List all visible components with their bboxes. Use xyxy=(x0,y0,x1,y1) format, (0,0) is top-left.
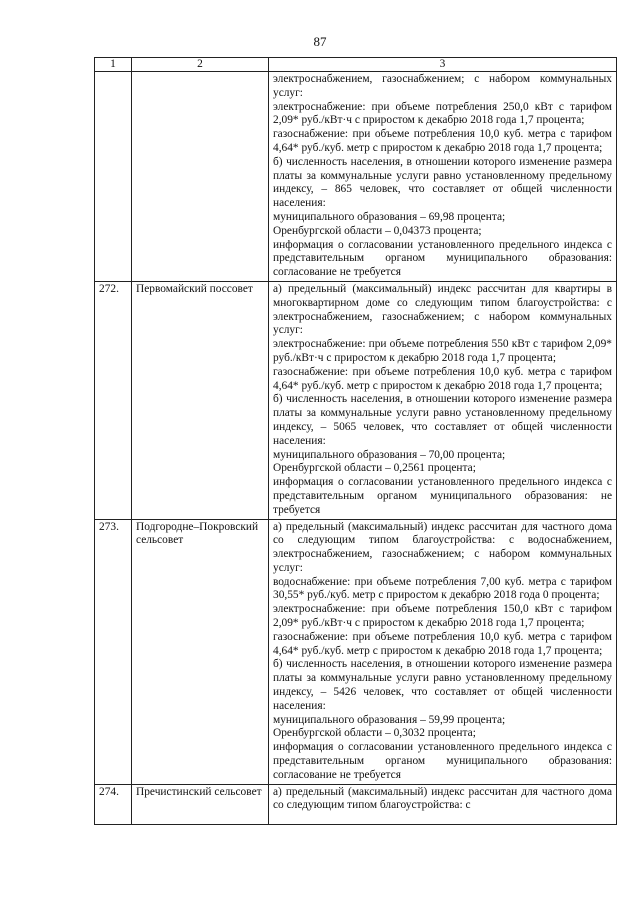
row-number: 272. xyxy=(95,281,132,519)
row-number: 273. xyxy=(95,519,132,784)
description-paragraph: муниципального образования – 69,98 процента; xyxy=(273,210,506,223)
table-row xyxy=(95,784,617,824)
table-row xyxy=(95,72,617,282)
description-paragraph: б) численность населения, в отношении которого изменение размера платы за коммунальные услуги равно установленному предельному индексу, – 865 человек, что составляет от общей численности населения: xyxy=(273,155,612,210)
index-description xyxy=(269,784,617,824)
description-paragraph: информация о согласовании установленного предельного индекса с представительным органом муниципального образования: не требуется xyxy=(273,476,612,516)
description-paragraph: информация о согласовании установленного предельного индекса с представительным органом муниципального образования: согласование не требуется xyxy=(273,238,612,279)
municipality-name: Пречистинский сельсовет xyxy=(132,784,269,824)
row-number xyxy=(95,72,132,282)
column-header: 1 xyxy=(95,58,132,72)
table-row xyxy=(95,519,617,784)
description-paragraph: муниципального образования – 59,99 процента; xyxy=(273,713,506,726)
description-clip xyxy=(273,786,612,814)
description-paragraph: муниципального образования – 70,00 процента; xyxy=(273,448,506,461)
description-paragraph: электроснабжение: при объеме потребления 250,0 кВт с тарифом 2,09* руб./кВт·ч с приростом к декабрю 2018 года 1,7 процента; xyxy=(273,100,612,127)
description-paragraph: электроснабжением, газоснабжением; с набором коммунальных услуг: xyxy=(273,73,612,99)
description-paragraph: водоснабжение: при объеме потребления 7,00 куб. метра с тарифом 30,55* руб./куб. метр с приростом к декабрю 2018 года 0 процента; xyxy=(273,575,612,602)
table-row xyxy=(95,281,617,519)
page-number: 87 xyxy=(313,34,327,49)
description-paragraph: а) предельный (максимальный) индекс рассчитан для квартиры в многоквартирном доме со следующим типом благоустройства: с электроснабжением, газоснабжением; с набором коммунальных услуг: xyxy=(273,282,612,337)
description-paragraph: газоснабжение: при объеме потребления 10,0 куб. метра с тарифом 4,64* руб./куб. метр с приростом к декабрю 2018 года 1,7 процента; xyxy=(273,630,612,657)
column-header: 2 xyxy=(132,58,269,72)
indices-table xyxy=(94,57,617,825)
description-paragraph: а) предельный (максимальный) индекс рассчитан для частного дома со следующим типом благоустройства: с xyxy=(273,785,612,812)
index-description xyxy=(269,72,617,282)
description-paragraph: а) предельный (максимальный) индекс рассчитан для частного дома со следующим типом благоустройства: с водоснабжением, электроснабжением, газоснабжением; с набором коммунальных услуг: xyxy=(273,520,612,574)
description-paragraph: б) численность населения, в отношении которого изменение размера платы за коммунальные услуги равно установленному предельному индексу, – 5426 человек, что составляет от общей численности населения: xyxy=(273,658,612,712)
description-paragraph: электроснабжение: при объеме потребления 150,0 кВт с тарифом 2,09* руб./кВт·ч с приростом к декабрю 2018 года 1,7 процента; xyxy=(273,603,612,630)
municipality-name: Первомайский поссовет xyxy=(132,281,269,519)
row-number: 274. xyxy=(95,784,132,824)
index-description xyxy=(269,519,617,784)
description-paragraph: информация о согласовании установленного предельного индекса с представительным органом муниципального образования: согласование не требуется xyxy=(273,741,612,781)
index-description xyxy=(269,281,617,519)
description-paragraph: газоснабжение: при объеме потребления 10,0 куб. метра с тарифом 4,64* руб./куб. метр с приростом к декабрю 2018 года 1,7 процента; xyxy=(273,128,612,154)
description-paragraph: электроснабжение: при объеме потребления 550 кВт с тарифом 2,09* руб./кВт·ч с приростом к декабрю 2018 года 1,7 процента; xyxy=(273,338,612,364)
column-header: 3 xyxy=(269,58,617,72)
description-paragraph: Оренбургской области – 0,04373 процента; xyxy=(273,224,482,237)
municipality-name xyxy=(132,72,269,282)
description-paragraph: Оренбургской области – 0,2561 процента; xyxy=(273,462,476,475)
description-paragraph: Оренбургской области – 0,3032 процента; xyxy=(273,727,476,740)
table-header-row xyxy=(95,58,617,72)
description-paragraph: б) численность населения, в отношении которого изменение размера платы за коммунальные услуги равно установленному предельному индексу, – 5065 человек, что составляет от общей численности населения: xyxy=(273,393,612,447)
description-paragraph: газоснабжение: при объеме потребления 10,0 куб. метра с тарифом 4,64* руб./куб. метр с приростом к декабрю 2018 года 1,7 процента; xyxy=(273,365,612,392)
municipality-name: Подгородне–Покровский сельсовет xyxy=(132,519,269,784)
